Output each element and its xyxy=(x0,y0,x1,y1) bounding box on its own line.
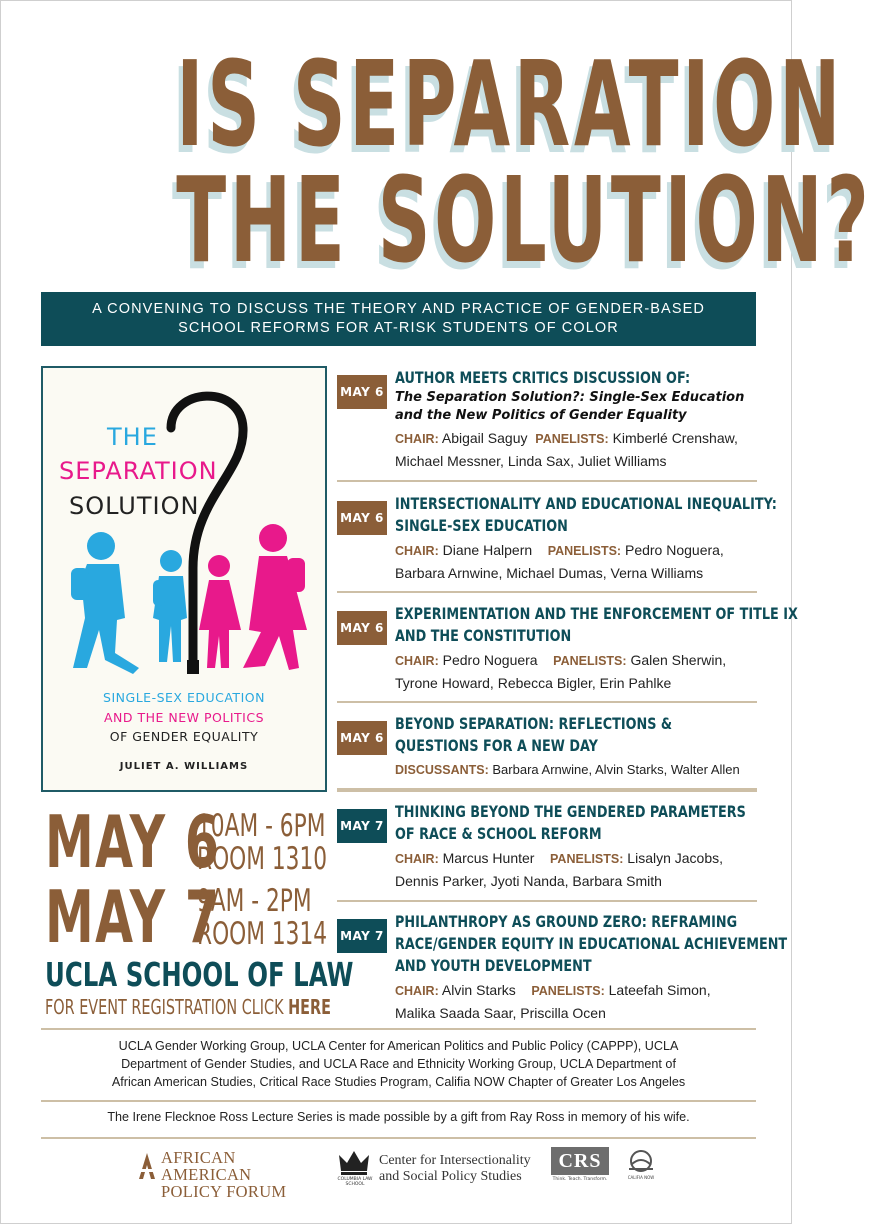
cisps-line-1: Center for Intersectionality xyxy=(379,1153,531,1168)
cisps-line-2: and Social Policy Studies xyxy=(379,1169,522,1184)
panelists-label: PANELISTS: xyxy=(531,984,605,998)
book-cover-illustration xyxy=(43,368,325,790)
panelists-1: Pedro Noguera, xyxy=(624,542,724,558)
panelists-2: Barbara Arnwine, Michael Dumas, Verna Williams xyxy=(395,565,704,581)
aapf-logo xyxy=(137,1147,329,1201)
now-sun-icon xyxy=(623,1147,659,1175)
book-title-separation: SEPARATION xyxy=(59,457,218,485)
chair-name: Pedro Noguera xyxy=(442,652,538,668)
session-people xyxy=(395,427,763,472)
book-title-solution: SOLUTION xyxy=(69,492,200,520)
session-people xyxy=(395,979,763,1024)
crs-mark: CRS xyxy=(551,1147,609,1175)
session-people xyxy=(395,649,763,694)
book-title-the: THE xyxy=(107,423,158,451)
panelists-label: PANELISTS: xyxy=(547,544,622,558)
session-2 xyxy=(337,493,777,589)
chair-name: Marcus Hunter xyxy=(442,850,535,866)
session-heading-2: QUESTIONS FOR A NEW DAY xyxy=(395,736,598,755)
book-cover xyxy=(41,366,327,792)
session-date-tag: MAY 6 xyxy=(337,611,387,645)
panelists-1: Lisalyn Jacobs, xyxy=(627,850,724,866)
sponsors-line-3: African American Studies, Critical Race Studies Program, Califia NOW Chapter of Greater Los Angeles xyxy=(111,1075,686,1089)
chair-label: CHAIR: xyxy=(395,432,439,446)
columbia-caption: COLUMBIA LAW SCHOOL xyxy=(337,1177,373,1187)
venue-school: UCLA SCHOOL OF LAW xyxy=(45,955,354,994)
sponsors-text xyxy=(41,1037,756,1091)
session-content xyxy=(395,911,788,1024)
footer-divider xyxy=(41,1028,756,1030)
aapf-line-2: POLICY FORUM xyxy=(161,1182,287,1201)
session-divider xyxy=(337,900,757,902)
panelists-2: Tyrone Howard, Rebecca Bigler, Erin Pahlke xyxy=(395,675,672,691)
crs-logo xyxy=(551,1147,611,1187)
date-may-7: MAY 7 xyxy=(45,875,221,959)
chair-label: CHAIR: xyxy=(395,984,439,998)
session-content xyxy=(395,801,763,892)
session-divider xyxy=(337,701,757,703)
sponsors-line-1: UCLA Gender Working Group, UCLA Center for American Politics and Public Policy (CAPPP), UCLA xyxy=(118,1039,679,1053)
session-heading-1: BEYOND SEPARATION: REFLECTIONS & xyxy=(395,714,673,733)
registration-link[interactable]: HERE xyxy=(288,995,331,1019)
session-date-tag: MAY 6 xyxy=(337,375,387,409)
chair-name: Alvin Starks xyxy=(441,982,516,998)
session-4 xyxy=(337,713,757,785)
chair-name: Abigail Saguy xyxy=(441,430,528,446)
day2-room: ROOM 1314 xyxy=(197,916,328,952)
session-content xyxy=(395,713,763,781)
session-heading-3: AND YOUTH DEVELOPMENT xyxy=(395,956,592,975)
banner-line-1: A CONVENING TO DISCUSS THE THEORY AND PRACTICE OF GENDER-BASED xyxy=(92,301,705,317)
session-content xyxy=(395,493,777,584)
session-date-tag: MAY 6 xyxy=(337,501,387,535)
session-date-tag: MAY 7 xyxy=(337,809,387,843)
panelists-2: Dennis Parker, Jyoti Nanda, Barbara Smith xyxy=(395,873,662,889)
main-title-line-2: THE SOLUTION? xyxy=(176,151,873,289)
aapf-mark-icon xyxy=(137,1151,157,1181)
panelists-label: PANELISTS: xyxy=(553,654,627,668)
subtitle-banner xyxy=(41,292,756,346)
cisps-logo xyxy=(337,1147,547,1187)
book-subtitle-3: OF GENDER EQUALITY xyxy=(109,729,259,744)
now-caption: CALIFIA NOW xyxy=(627,1175,655,1180)
session-3 xyxy=(337,603,798,695)
day1-room: ROOM 1310 xyxy=(197,841,328,877)
day2-time: 9AM - 2PM xyxy=(197,883,312,919)
panelists-1: Kimberlé Crenshaw, xyxy=(612,430,738,446)
book-subtitle-2: AND THE NEW POLITICS xyxy=(104,710,264,725)
session-heading-2: AND THE CONSTITUTION xyxy=(395,626,572,645)
session-heading-1: THINKING BEYOND THE GENDERED PARAMETERS xyxy=(395,802,746,821)
session-people xyxy=(395,759,763,781)
session-heading: AUTHOR MEETS CRITICS DISCUSSION OF: xyxy=(395,368,691,387)
chair-label: CHAIR: xyxy=(395,852,439,866)
panelists-1: Galen Sherwin, xyxy=(630,652,727,668)
discussants-names: Barbara Arnwine, Alvin Starks, Walter Allen xyxy=(492,762,740,777)
day1-time: 10AM - 6PM xyxy=(197,808,326,844)
session-heading-2: RACE/GENDER EQUITY IN EDUCATIONAL ACHIEVEMENT xyxy=(395,934,788,953)
session-heading-1: EXPERIMENTATION AND THE ENFORCEMENT OF TITLE IX xyxy=(395,604,798,623)
session-heading-2: OF RACE & SCHOOL REFORM xyxy=(395,824,602,843)
panelists-1: Lateefah Simon, xyxy=(608,982,711,998)
session-1 xyxy=(337,367,757,475)
panelists-2: Malika Saada Saar, Priscilla Ocen xyxy=(395,1005,606,1021)
session-divider xyxy=(337,591,757,593)
sponsors-line-2: Department of Gender Studies, and UCLA Race and Ethnicity Working Group, UCLA Department of xyxy=(121,1057,676,1071)
session-date-tag: MAY 6 xyxy=(337,721,387,755)
session-people xyxy=(395,847,763,892)
session-heading-1: INTERSECTIONALITY AND EDUCATIONAL INEQUALITY: xyxy=(395,494,777,513)
session-heading-2: SINGLE-SEX EDUCATION xyxy=(395,516,568,535)
chair-label: CHAIR: xyxy=(395,654,439,668)
session-book-title-1: The Separation Solution?: Single-Sex Education xyxy=(395,390,745,405)
panelists-2: Michael Messner, Linda Sax, Juliet Williams xyxy=(395,453,667,469)
registration-line xyxy=(45,997,331,1017)
session-book-title-2: and the New Politics of Gender Equality xyxy=(395,408,687,423)
cisps-text xyxy=(379,1153,531,1185)
book-author: JULIET A. WILLIAMS xyxy=(119,761,249,772)
session-content xyxy=(395,603,798,694)
session-people xyxy=(395,539,763,584)
chair-name: Diane Halpern xyxy=(442,542,533,558)
session-content xyxy=(395,367,763,472)
session-5 xyxy=(337,801,757,897)
session-divider xyxy=(337,480,757,482)
main-title-line-1: IS SEPARATION xyxy=(176,35,845,173)
aapf-line-1: AFRICAN AMERICAN xyxy=(161,1148,252,1184)
session-date-tag: MAY 7 xyxy=(337,919,387,953)
aapf-text xyxy=(161,1149,329,1200)
banner-line-2: SCHOOL REFORMS FOR AT-RISK STUDENTS OF COLOR xyxy=(178,320,619,336)
day-divider xyxy=(337,788,757,792)
session-6 xyxy=(337,911,788,1025)
crs-tagline: Think. Teach. Transform. xyxy=(552,1177,608,1182)
panelists-label: PANELISTS: xyxy=(535,432,609,446)
book-subtitle-1: SINGLE-SEX EDUCATION xyxy=(103,690,265,705)
registration-text: FOR EVENT REGISTRATION CLICK xyxy=(45,995,284,1019)
califia-now-logo xyxy=(623,1147,659,1187)
panelists-label: PANELISTS: xyxy=(550,852,624,866)
footer-divider xyxy=(41,1100,756,1102)
discussants-label: DISCUSSANTS: xyxy=(395,763,489,777)
chair-label: CHAIR: xyxy=(395,544,439,558)
footer-divider xyxy=(41,1137,756,1139)
lecture-series-note: The Irene Flecknoe Ross Lecture Series is made possible by a gift from Ray Ross in memory of his wife. xyxy=(107,1110,690,1124)
date-may-6: MAY 6 xyxy=(45,800,221,884)
session-heading-1: PHILANTHROPY AS GROUND ZERO: REFRAMING xyxy=(395,912,738,931)
